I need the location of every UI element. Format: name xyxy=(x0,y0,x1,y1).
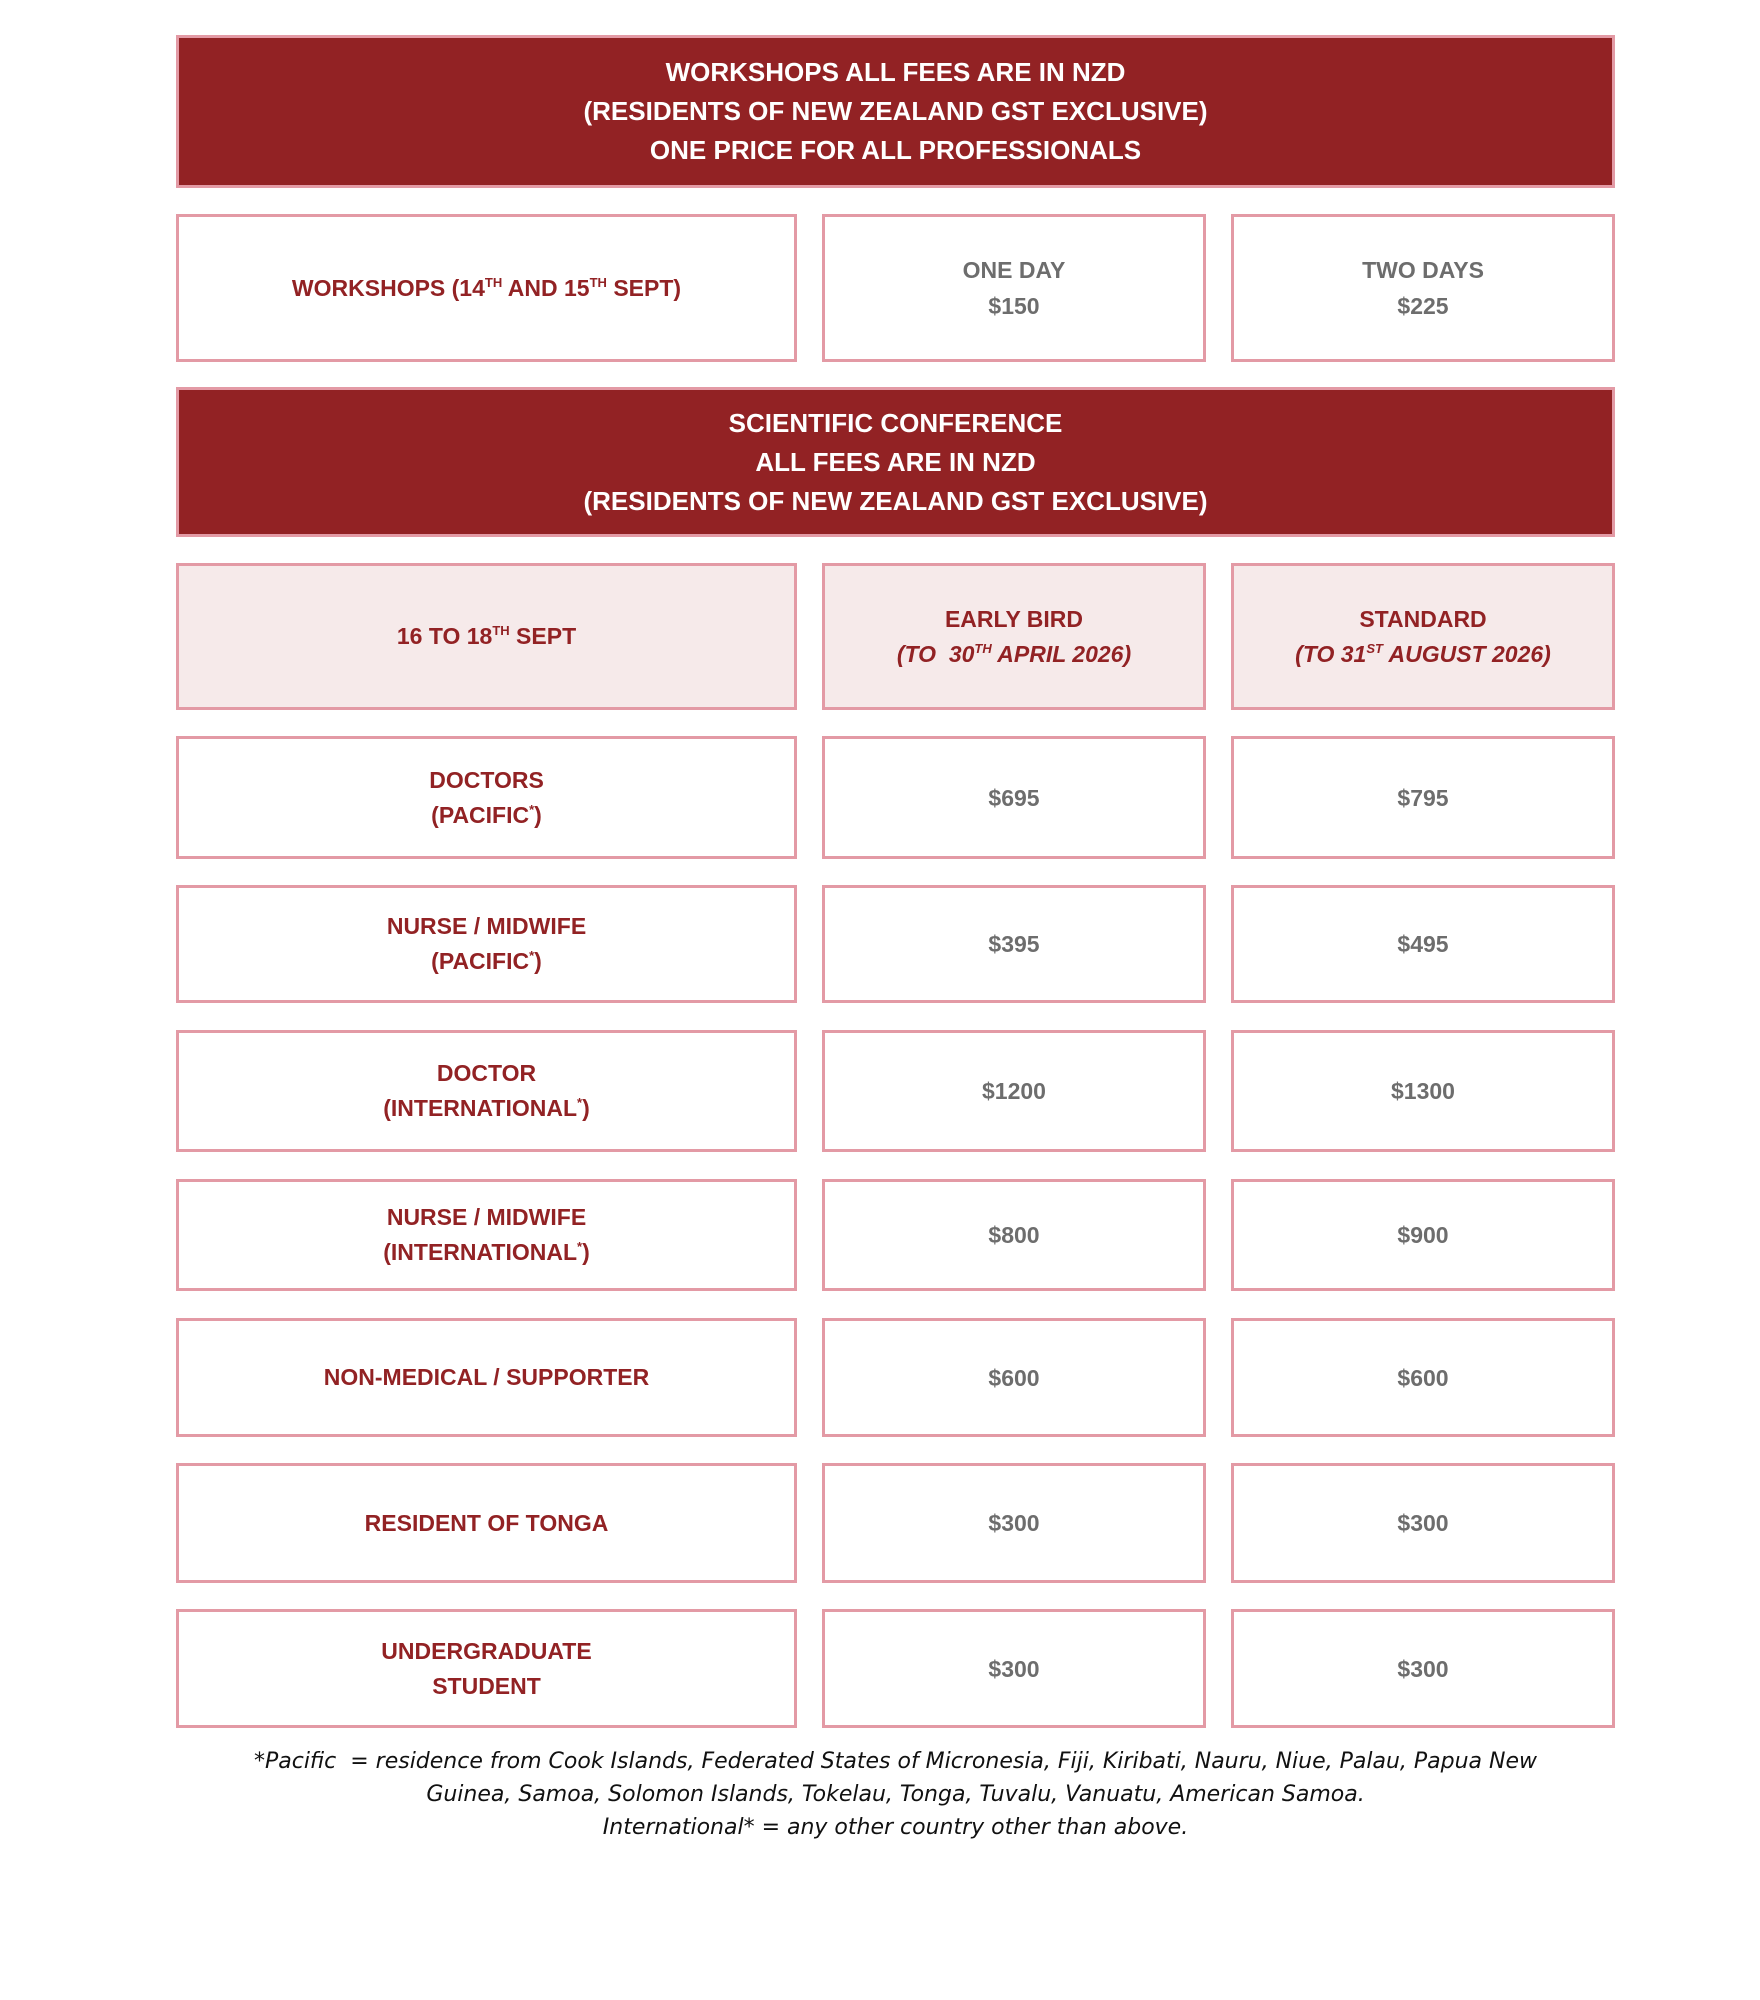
label-part: (TO 30 xyxy=(896,640,975,667)
banner-line: (RESIDENTS OF NEW ZEALAND GST EXCLUSIVE) xyxy=(583,485,1208,516)
workshops-dates-label xyxy=(176,214,797,362)
category-line xyxy=(383,1091,590,1126)
price: $300 xyxy=(1397,1655,1449,1682)
label-part: SEPT) xyxy=(606,274,682,301)
price: $395 xyxy=(988,931,1040,957)
one-day-price: $150 xyxy=(988,293,1040,319)
one-day-label: ONE DAY xyxy=(962,257,1066,283)
standard-price xyxy=(1231,1030,1615,1152)
label-part: (PACIFIC xyxy=(431,801,530,828)
workshop-two-days-cell xyxy=(1231,214,1615,362)
category-undergraduate-student xyxy=(176,1609,797,1728)
price: $495 xyxy=(1397,931,1449,957)
early-bird-price xyxy=(822,1318,1206,1437)
early-bird-title: EARLY BIRD xyxy=(944,605,1084,632)
category-line xyxy=(431,798,542,833)
category-line: DOCTORS xyxy=(429,766,544,793)
two-days-price: $225 xyxy=(1397,293,1449,319)
label-part: WORKSHOPS (14 xyxy=(291,274,485,301)
price: $800 xyxy=(988,1222,1040,1248)
category-line xyxy=(431,944,542,979)
category-line: RESIDENT OF TONGA xyxy=(364,1509,609,1536)
ordinal-suffix: ST xyxy=(1366,640,1383,656)
label-part: 16 TO 18 xyxy=(396,623,493,649)
footnote xyxy=(176,1745,1615,1844)
price: $695 xyxy=(988,784,1040,811)
footnote-line: International* = any other country other than above. xyxy=(602,1815,1189,1840)
category-line: NURSE / MIDWIFE xyxy=(386,1204,587,1230)
asterisk: * xyxy=(529,948,535,963)
category-resident-of-tonga xyxy=(176,1463,797,1583)
category-line: UNDERGRADUATE xyxy=(381,1637,592,1664)
banner-line: SCIENTIFIC CONFERENCE xyxy=(728,407,1063,438)
early-bird-header xyxy=(822,563,1206,710)
category-line xyxy=(383,1235,590,1270)
label-part: ) xyxy=(534,801,542,828)
early-bird-price xyxy=(822,1179,1206,1291)
standard-deadline xyxy=(1295,637,1551,672)
standard-price xyxy=(1231,1318,1615,1437)
price: $1300 xyxy=(1391,1078,1455,1104)
early-bird-price xyxy=(822,1030,1206,1152)
label-part: SEPT xyxy=(509,623,577,649)
standard-title: STANDARD xyxy=(1359,605,1487,632)
asterisk: * xyxy=(529,801,535,817)
standard-price xyxy=(1231,736,1615,859)
early-bird-price xyxy=(822,736,1206,859)
category-line: DOCTOR xyxy=(436,1060,537,1086)
two-days-label: TWO DAYS xyxy=(1362,257,1484,283)
price: $795 xyxy=(1397,784,1449,811)
ordinal-suffix: TH xyxy=(589,274,607,290)
asterisk: * xyxy=(577,1095,583,1110)
standard-price xyxy=(1231,1609,1615,1728)
category-nurse-midwife-international xyxy=(176,1179,797,1291)
early-bird-deadline xyxy=(897,637,1131,672)
label-part: ) xyxy=(534,948,542,974)
early-bird-price xyxy=(822,1463,1206,1583)
label-part: ) xyxy=(582,1095,590,1121)
category-line: NURSE / MIDWIFE xyxy=(386,913,587,939)
banner-line: ALL FEES ARE IN NZD xyxy=(755,446,1036,477)
workshops-fees-banner xyxy=(176,35,1615,188)
ordinal-suffix: TH xyxy=(974,640,992,656)
label-part: (INTERNATIONAL xyxy=(383,1095,578,1121)
price: $300 xyxy=(1397,1510,1449,1536)
label-part: (TO 31 xyxy=(1295,640,1367,667)
price: $600 xyxy=(988,1364,1040,1391)
early-bird-price xyxy=(822,1609,1206,1728)
dates-text xyxy=(397,619,576,654)
price: $1200 xyxy=(982,1078,1046,1104)
footnote-line: *Pacific = residence from Cook Islands, Federated States of Micronesia, Fiji, Kiribati, Nauru, Niue, Palau, Papua New xyxy=(253,1749,1538,1774)
price: $300 xyxy=(988,1510,1040,1536)
ordinal-suffix: TH xyxy=(492,623,510,638)
standard-price xyxy=(1231,1463,1615,1583)
banner-line: WORKSHOPS ALL FEES ARE IN NZD xyxy=(665,57,1126,87)
label-part: APRIL 2026) xyxy=(991,640,1132,667)
label-part: AUGUST 2026) xyxy=(1382,640,1551,667)
label-part: ) xyxy=(582,1239,590,1265)
category-line: NON-MEDICAL / SUPPORTER xyxy=(323,1364,650,1390)
standard-price xyxy=(1231,1179,1615,1291)
banner-line: ONE PRICE FOR ALL PROFESSIONALS xyxy=(649,135,1142,165)
workshops-label-text xyxy=(292,271,681,306)
conference-fees-banner xyxy=(176,387,1615,537)
category-line: STUDENT xyxy=(432,1672,541,1699)
standard-header xyxy=(1231,563,1615,710)
price: $900 xyxy=(1397,1222,1449,1248)
category-non-medical-supporter xyxy=(176,1318,797,1437)
category-doctors-pacific xyxy=(176,736,797,859)
label-part: (INTERNATIONAL xyxy=(383,1239,578,1265)
price: $600 xyxy=(1397,1364,1449,1391)
conference-dates-header xyxy=(176,563,797,710)
category-nurse-midwife-pacific xyxy=(176,885,797,1003)
category-doctor-international xyxy=(176,1030,797,1152)
price: $300 xyxy=(988,1655,1040,1682)
standard-price xyxy=(1231,885,1615,1003)
footnote-line: Guinea, Samoa, Solomon Islands, Tokelau, Tonga, Tuvalu, Vanuatu, American Samoa. xyxy=(426,1782,1365,1807)
banner-line: (RESIDENTS OF NEW ZEALAND GST EXCLUSIVE) xyxy=(583,96,1208,126)
asterisk: * xyxy=(577,1239,583,1254)
label-part: (PACIFIC xyxy=(431,948,530,974)
ordinal-suffix: TH xyxy=(484,274,503,290)
workshop-one-day-cell xyxy=(822,214,1206,362)
label-part: AND 15 xyxy=(502,274,590,301)
early-bird-price xyxy=(822,885,1206,1003)
